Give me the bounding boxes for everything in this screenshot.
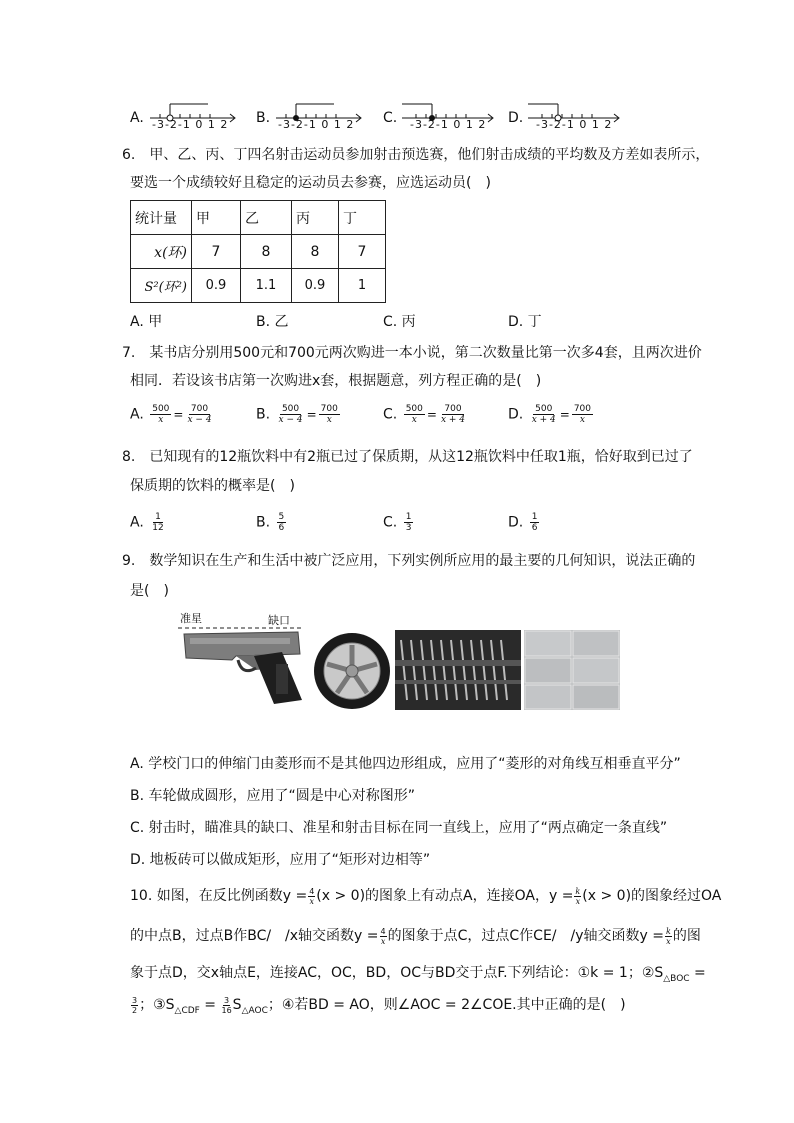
q6-stats-table	[130, 200, 386, 303]
fraction: $\frac{4}{x}$	[309, 886, 315, 906]
q6-option-a[interactable]: A. 甲	[130, 314, 163, 330]
q10-text-line3: 象于点D，交x轴点E，连接AC，OC，BD，OC与BD交于点F.下列结论：①k = 1；$②S_{\triangle BOC}$ =	[130, 965, 706, 984]
retractable-gate-image	[395, 630, 521, 710]
q5-option-b[interactable]: B.	[256, 110, 271, 126]
fraction: $\frac{1}{3}$	[405, 512, 412, 533]
q5-option-d[interactable]: D.	[508, 110, 524, 126]
table-cell: 7	[339, 235, 386, 269]
table-cell: S²(环²)	[131, 269, 192, 303]
fraction: $\frac{700}{x}$	[573, 404, 592, 425]
fraction: $\frac{700}{x + 4}$	[440, 404, 466, 425]
fraction: $\frac{500}{x}$	[152, 404, 170, 425]
floor-tiles-image	[524, 630, 620, 710]
q9-option-c[interactable]: C. 射击时，瞄准具的缺口、准星和射击目标在同一直线上，应用了“两点确定一条直线”	[130, 820, 668, 836]
table-cell: x(环)	[131, 235, 192, 269]
wheel-image	[311, 630, 393, 712]
q6-text-line1: 6. 甲、乙、丙、丁四名射击运动员参加射击预选赛，他们射击成绩的平均数及方差如表所示，	[122, 147, 710, 163]
q9-option-b[interactable]: B. 车轮做成圆形，应用了“圆是中心对称图形”	[130, 788, 416, 804]
number-line-b-ticks: -3-2-1 0 1 2	[278, 118, 355, 131]
q7-option-c[interactable]: C. $\frac{500}{x}$ = $\frac{700}{x + 4}$	[383, 404, 466, 425]
fraction: $\frac{1}{12}$	[152, 512, 164, 533]
q8-option-b[interactable]: B. $\frac{5}{6}$	[256, 512, 285, 533]
fraction: $\frac{3}{2}$	[132, 995, 138, 1015]
number-line-c-ticks: -3-2-1 0 1 2	[410, 118, 487, 131]
table-row	[131, 269, 386, 303]
label-front-sight: 准星	[180, 612, 202, 625]
q7-option-a[interactable]: A. $\frac{500}{x}$ = $\frac{700}{x - 4}$	[130, 404, 212, 425]
table-cell: 7	[192, 235, 241, 269]
q8-option-d[interactable]: D. $\frac{1}{6}$	[508, 512, 538, 533]
table-row	[131, 201, 386, 235]
table-cell: 1	[339, 269, 386, 303]
q5-option-a[interactable]: A.	[130, 110, 144, 126]
fraction: $\frac{k}{x}$	[665, 926, 671, 946]
fraction: $\frac{4}{x}$	[380, 926, 386, 946]
fraction: $\frac{500}{x}$	[405, 404, 423, 425]
fraction: $\frac{700}{x}$	[320, 404, 338, 425]
number-line-a-ticks: -3-2-1 0 1 2	[152, 118, 229, 131]
q7-option-d[interactable]: D. $\frac{500}{x + 4}$ = $\frac{700}{x}$	[508, 404, 592, 425]
q9-option-d[interactable]: D. 地板砖可以做成矩形，应用了“矩形对边相等”	[130, 852, 431, 868]
q8-text-line1: 8. 已知现有的12瓶饮料中有2瓶已过了保质期，从这12瓶饮料中任取1瓶，恰好取到已过了	[122, 449, 693, 465]
q6-option-d[interactable]: D. 丁	[508, 314, 542, 330]
table-cell: 0.9	[292, 269, 339, 303]
table-cell: 丁	[339, 201, 386, 235]
table-cell: 8	[292, 235, 339, 269]
q6-text-line2: 要选一个成绩较好且稳定的运动员去参赛，应选运动员( )	[130, 175, 491, 191]
q6-option-c[interactable]: C. 丙	[383, 314, 416, 330]
q10-text-line1: 10. 如图，在反比例函数y = $\frac{4}{x}$ (x > 0)的图象上有动点A，连接OA，y = $\frac{k}{x}$ (x > 0)的图象经过OA	[130, 886, 722, 906]
q8-text-line2: 保质期的饮料的概率是( )	[130, 478, 295, 494]
q8-option-a[interactable]: A. $\frac{1}{12}$	[130, 512, 164, 533]
fraction: $\frac{k}{x}$	[575, 886, 581, 906]
fraction: $\frac{1}{6}$	[531, 512, 538, 533]
table-cell: 0.9	[192, 269, 241, 303]
fraction: $\frac{500}{x - 4}$	[278, 404, 303, 425]
table-cell: 乙	[241, 201, 292, 235]
table-cell: 1.1	[241, 269, 292, 303]
q10-text-line4: $\frac{3}{2}$ ；$③S_{\triangle CDF}$ = $\frac{3}{16}$ $S_{\triangle AOC}$；④若BD = AO，则∠AOC = 2∠COE.其中正确的是( )	[132, 995, 626, 1016]
q9-text-line2: 是( )	[130, 583, 169, 599]
table-cell: 8	[241, 235, 292, 269]
q9-text-line1: 9. 数学知识在生产和生活中被广泛应用，下列实例所应用的最主要的几何知识，说法正确的	[122, 553, 696, 569]
fraction: $\frac{700}{x - 4}$	[187, 404, 212, 425]
q7-text-line1: 7. 某书店分别用500元和700元两次购进一本小说，第二次数量比第一次多4套，且两次进价	[122, 345, 702, 361]
fraction: $\frac{500}{x + 4}$	[531, 404, 556, 425]
number-line-d-ticks: -3-2-1 0 1 2	[536, 118, 613, 131]
table-cell: 甲	[192, 201, 241, 235]
table-cell: 丙	[292, 201, 339, 235]
q9-option-a[interactable]: A. 学校门口的伸缩门由菱形而不是其他四边形组成，应用了“菱形的对角线互相垂直平分”	[130, 756, 681, 772]
q7-option-b[interactable]: B. $\frac{500}{x - 4}$ = $\frac{700}{x}$	[256, 404, 338, 425]
label-notch: 缺口	[268, 614, 290, 627]
pistol-image	[176, 620, 306, 710]
fraction: $\frac{5}{6}$	[278, 512, 285, 533]
q8-option-c[interactable]: C. $\frac{1}{3}$	[383, 512, 412, 533]
fraction: $\frac{3}{16}$	[221, 995, 232, 1015]
table-row	[131, 235, 386, 269]
q6-option-b[interactable]: B. 乙	[256, 314, 289, 330]
q7-text-line2: 相同．若设该书店第一次购进x套，根据题意，列方程正确的是( )	[130, 373, 542, 389]
table-cell: 统计量	[131, 201, 192, 235]
q10-text-line2: 的中点B，过点B作BC/ /x轴交函数y = $\frac{4}{x}$ 的图象于点C，过点C作CE/ /y轴交函数y = $\frac{k}{x}$ 的图	[130, 926, 701, 946]
q5-option-c[interactable]: C.	[383, 110, 398, 126]
